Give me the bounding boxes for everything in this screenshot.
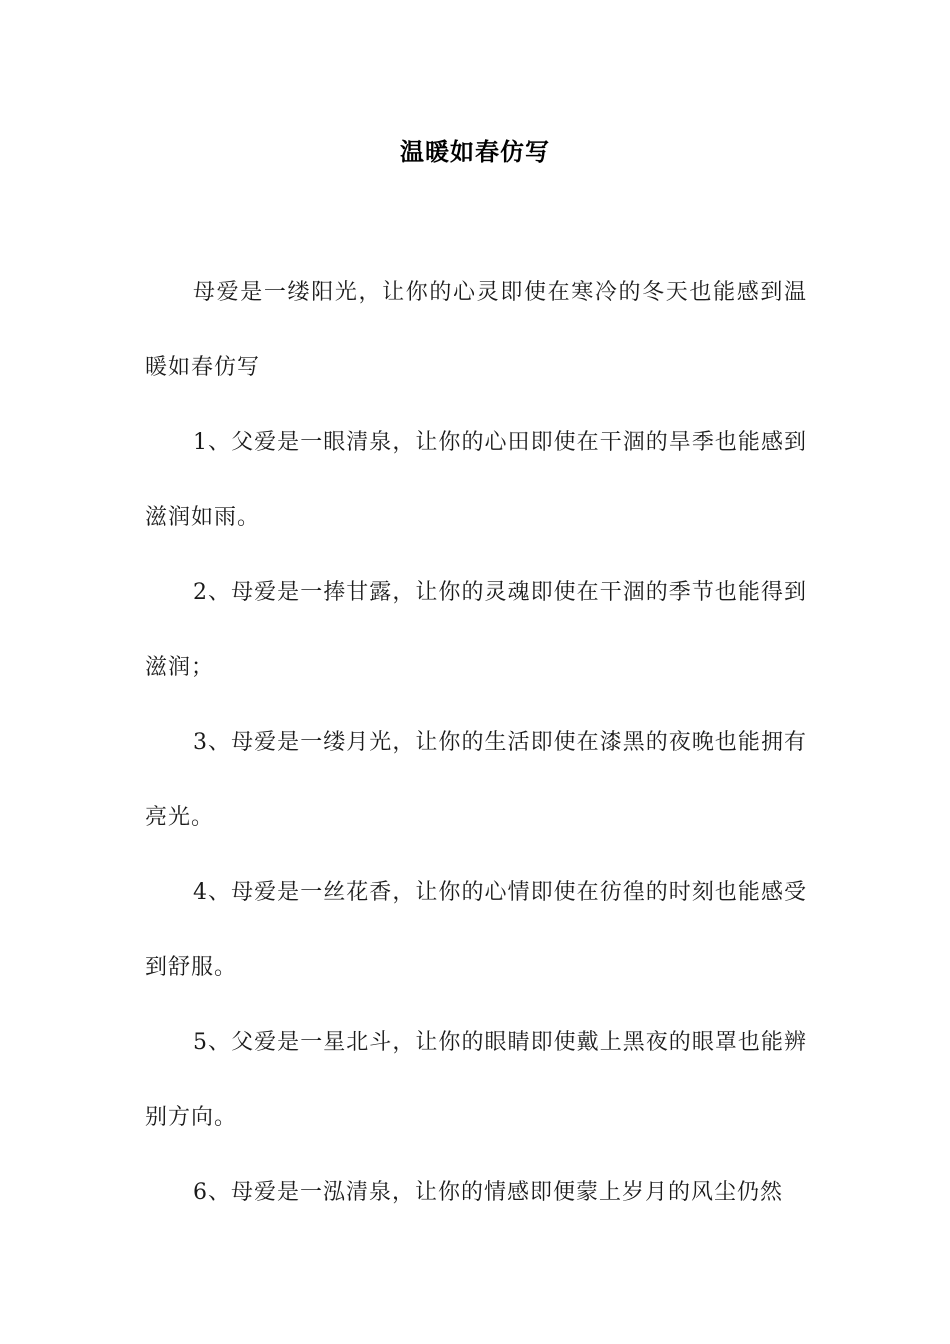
- document-body: [145, 255, 807, 1230]
- paragraph-item-6: 6、母爱是一泓清泉，让你的情感即便蒙上岁月的风尘仍然: [193, 1180, 783, 1205]
- paragraph-item-2: 2、母爱是一捧甘露，让你的灵魂即使在干涸的季节也能得到滋润；: [145, 580, 807, 680]
- paragraph-item-3: 3、母爱是一缕月光，让你的生活即使在漆黑的夜晚也能拥有亮光。: [145, 730, 807, 830]
- paragraph-item-5: 5、父爱是一星北斗，让你的眼睛即使戴上黑夜的眼罩也能辨别方向。: [145, 1030, 807, 1130]
- paragraph-item-1: 1、父爱是一眼清泉，让你的心田即使在干涸的旱季也能感到滋润如雨。: [145, 430, 807, 530]
- document-title: 温暖如春仿写: [400, 137, 550, 166]
- paragraph-item-4: 4、母爱是一丝花香，让你的心情即使在彷徨的时刻也能感受到舒服。: [145, 880, 807, 980]
- paragraph-intro: 母爱是一缕阳光，让你的心灵即使在寒冷的冬天也能感到温暖如春仿写: [145, 280, 807, 380]
